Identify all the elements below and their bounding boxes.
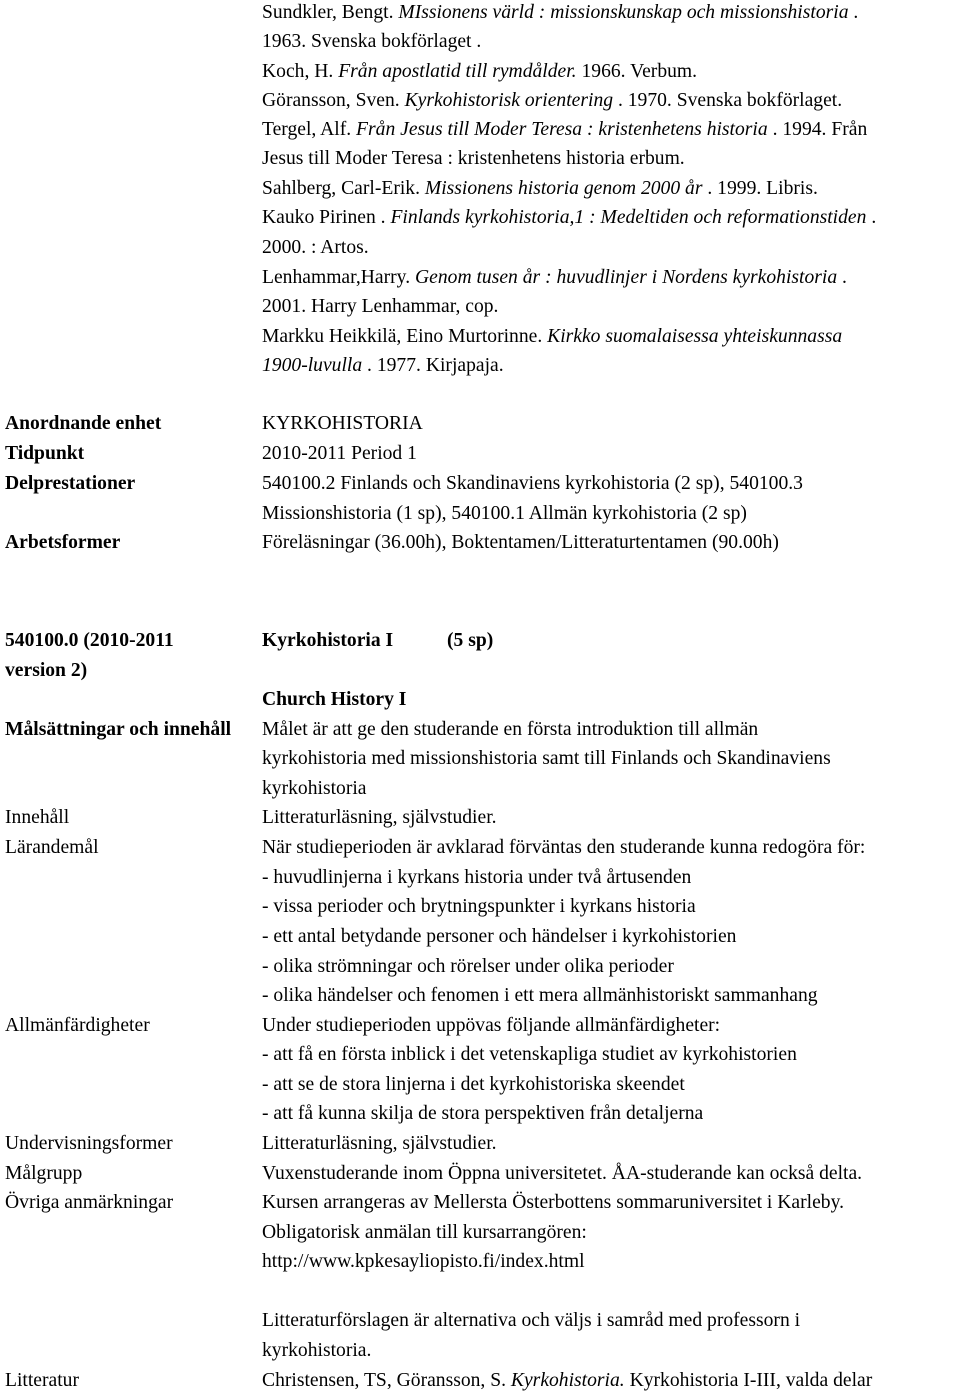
ovriga-url-link[interactable]: http://www.kpkesayliopisto.fi/index.html bbox=[262, 1251, 585, 1272]
reference-line bbox=[262, 89, 842, 113]
reference-line bbox=[262, 177, 818, 201]
litteratur-intro-line: Litteraturförslagen är alternativa och väljs i samråd med professorn i bbox=[262, 1310, 801, 1331]
malsattningar-line: kyrkohistoria med missionshistoria samt till Finlands och Skandinaviens bbox=[262, 748, 831, 769]
larandemal-line: - huvudlinjerna i kyrkans historia under två årtusenden bbox=[262, 867, 692, 888]
tidpunkt-value: 2010-2011 Period 1 bbox=[262, 443, 417, 464]
anordnande-value: KYRKOHISTORIA bbox=[262, 413, 423, 434]
reference-line bbox=[262, 30, 481, 54]
anordnande-label: Anordnande enhet bbox=[5, 413, 162, 434]
course-credits: (5 sp) bbox=[447, 630, 494, 651]
reference-text: 2000. : Artos. bbox=[262, 237, 369, 258]
reference-title: Missionens historia genom 2000 år bbox=[424, 178, 703, 199]
reference-text: Lenhammar,Harry. bbox=[262, 267, 415, 288]
reference-text: Markku Heikkilä, Eino Murtorinne. bbox=[262, 326, 548, 347]
malgrupp-label: Målgrupp bbox=[5, 1163, 83, 1184]
reference-title: Genom tusen år : huvudlinjer i Nordens kyrkohistoria bbox=[415, 267, 838, 288]
course-title: Kyrkohistoria I bbox=[262, 630, 394, 651]
reference-text: 2001. Harry Lenhammar, cop. bbox=[262, 296, 499, 317]
litteratur-entry bbox=[262, 1369, 872, 1393]
allmanfardigheter-line: - att få en första inblick i det vetenskapliga studiet av kyrkohistorien bbox=[262, 1044, 797, 1065]
reference-line bbox=[262, 206, 876, 230]
litteratur-intro-line: kyrkohistoria. bbox=[262, 1340, 372, 1361]
reference-text: . 1994. Från bbox=[767, 119, 868, 140]
allmanfardigheter-line: Under studieperioden uppövas följande allmänfärdigheter: bbox=[262, 1015, 721, 1036]
reference-line bbox=[262, 1, 858, 25]
reference-text: Kauko Pirinen . bbox=[262, 207, 391, 228]
malsattningar-line: kyrkohistoria bbox=[262, 778, 367, 799]
reference-line bbox=[262, 147, 685, 171]
malsattningar-line: Målet är att ge den studerande en första introduktion till allmän bbox=[262, 719, 759, 740]
arbetsformer-value: Föreläsningar (36.00h), Boktentamen/Litteraturtentamen (90.00h) bbox=[262, 532, 779, 553]
innehall-label: Innehåll bbox=[5, 807, 70, 828]
reference-line bbox=[262, 118, 867, 142]
reference-text: Göransson, Sven. bbox=[262, 90, 405, 111]
tidpunkt-label: Tidpunkt bbox=[5, 443, 85, 464]
arbetsformer-label: Arbetsformer bbox=[5, 532, 121, 553]
larandemal-line: - olika händelser och fenomen i ett mera allmänhistoriskt sammanhang bbox=[262, 985, 818, 1006]
reference-title: Finlands kyrkohistoria,1 : Medeltiden och reformationstiden bbox=[390, 207, 867, 228]
litteratur-label: Litteratur bbox=[5, 1370, 79, 1391]
undervisningsformer-value: Litteraturläsning, självstudier. bbox=[262, 1133, 497, 1154]
innehall-value: Litteraturläsning, självstudier. bbox=[262, 807, 497, 828]
course-code-line-2: version 2) bbox=[5, 660, 88, 681]
larandemal-label: Lärandemål bbox=[5, 837, 99, 858]
litteratur-entry-title: Kyrkohistoria. bbox=[510, 1370, 625, 1391]
reference-text: Sundkler, Bengt. bbox=[262, 2, 399, 23]
reference-text: . 1977. Kirjapaja. bbox=[362, 355, 504, 376]
reference-text: Jesus till Moder Teresa : kristenhetens historia erbum. bbox=[262, 148, 685, 169]
reference-title: Från apostlatid till rymdålder. bbox=[338, 61, 577, 82]
larandemal-line: - olika strömningar och rörelser under olika perioder bbox=[262, 956, 674, 977]
reference-text: Tergel, Alf. bbox=[262, 119, 357, 140]
allmanfardigheter-line: - att se de stora linjerna i det kyrkohistoriska skeendet bbox=[262, 1074, 685, 1095]
reference-text: Sahlberg, Carl-Erik. bbox=[262, 178, 425, 199]
ovriga-anmarkningar-label: Övriga anmärkningar bbox=[5, 1192, 174, 1213]
reference-line bbox=[262, 325, 842, 349]
reference-text: . bbox=[837, 267, 847, 288]
reference-text: 1963. Svenska bokförlaget . bbox=[262, 31, 482, 52]
reference-line bbox=[262, 60, 697, 84]
course-code-line-1: 540100.0 (2010-2011 bbox=[5, 630, 174, 651]
larandemal-line: - ett antal betydande personer och händelser i kyrkohistorien bbox=[262, 926, 737, 947]
course-english-title: Church History I bbox=[262, 689, 407, 710]
malgrupp-value: Vuxenstuderande inom Öppna universitetet. ÅA-studerande kan också delta. bbox=[262, 1163, 863, 1184]
reference-text: . bbox=[848, 2, 859, 23]
delprestationer-line-1: 540100.2 Finlands och Skandinaviens kyrkohistoria (2 sp), 540100.3 bbox=[262, 473, 803, 494]
reference-line bbox=[262, 266, 847, 290]
delprestationer-line-2: Missionshistoria (1 sp), 540100.1 Allmän kyrkohistoria (2 sp) bbox=[262, 503, 747, 524]
reference-line bbox=[262, 295, 498, 319]
reference-title: MIssionens värld : missionskunskap och missionshistoria bbox=[398, 2, 849, 23]
reference-title: Kirkko suomalaisessa yhteiskunnassa bbox=[547, 326, 843, 347]
reference-text: . 1970. Svenska bokförlaget. bbox=[613, 90, 843, 111]
delprestationer-label: Delprestationer bbox=[5, 473, 136, 494]
larandemal-line: När studieperioden är avklarad förväntas den studerande kunna redogöra för: bbox=[262, 837, 866, 858]
reference-line bbox=[262, 354, 504, 378]
ovriga-line: Obligatorisk anmälan till kursarrangören: bbox=[262, 1222, 587, 1243]
allmanfardigheter-line: - att få kunna skilja de stora perspektiven från detaljerna bbox=[262, 1103, 704, 1124]
litteratur-entry-detail: Kyrkohistoria I-III, valda delar bbox=[624, 1370, 873, 1391]
litteratur-entry-authors: Christensen, TS, Göransson, S. bbox=[262, 1370, 511, 1391]
reference-text: . 1999. Libris. bbox=[702, 178, 818, 199]
reference-title: Kyrkohistorisk orientering bbox=[404, 90, 614, 111]
reference-title: 1900-luvulla bbox=[262, 355, 363, 376]
reference-text: . bbox=[866, 207, 877, 228]
allmanfardigheter-label: Allmänfärdigheter bbox=[5, 1015, 150, 1036]
malsattningar-label: Målsättningar och innehåll bbox=[5, 719, 232, 740]
reference-text: Koch, H. bbox=[262, 61, 339, 82]
reference-text: 1966. Verbum. bbox=[576, 61, 698, 82]
reference-title: Från Jesus till Moder Teresa : kristenhetens historia bbox=[356, 119, 768, 140]
reference-line bbox=[262, 236, 369, 260]
ovriga-line: Kursen arrangeras av Mellersta Österbottens sommaruniversitet i Karleby. bbox=[262, 1192, 844, 1213]
larandemal-line: - vissa perioder och brytningspunkter i kyrkans historia bbox=[262, 896, 696, 917]
undervisningsformer-label: Undervisningsformer bbox=[5, 1133, 173, 1154]
